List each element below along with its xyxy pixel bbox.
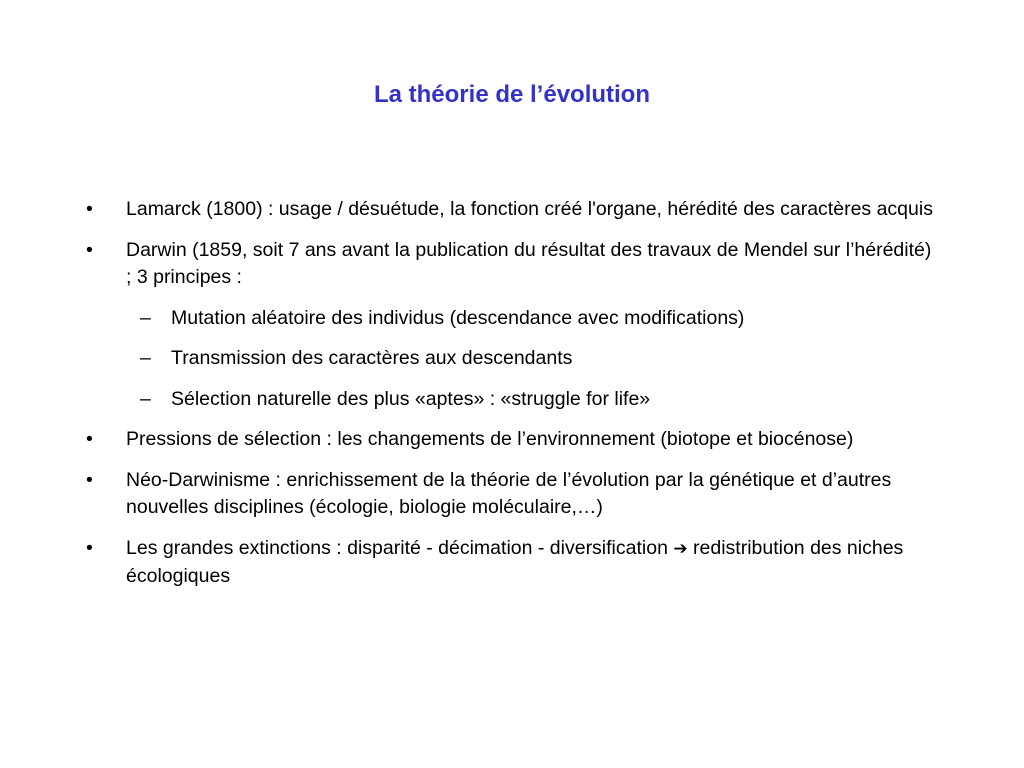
bullet-marker: • [86, 468, 93, 491]
bullet-text-before-arrow: Les grandes extinctions : disparité - décimation - diversification [126, 536, 674, 559]
bullet-text: Néo-Darwinisme : enrichissement de la théorie de l’évolution par la génétique et d’autres nouvelles disciplines (écologie, biologie moléculaire,…) [126, 468, 892, 518]
bullet-item [82, 426, 942, 454]
bullet-item [82, 196, 942, 224]
bullet-item [82, 535, 942, 591]
sub-bullet-text: Transmission des caractères aux descendants [171, 347, 573, 369]
slide-title: La théorie de l’évolution [373, 81, 651, 108]
bullet-text: Darwin (1859, soit 7 ans avant la publication du résultat des travaux de Mendel sur l’hérédité) ; 3 principes : [126, 238, 932, 288]
sub-bullet-item [82, 345, 942, 373]
dash-marker: – [140, 387, 151, 410]
bullet-text: Pressions de sélection : les changements de l’environnement (biotope et biocénose) [126, 428, 854, 450]
bullet-marker: • [86, 238, 93, 261]
bullet-list [82, 196, 942, 604]
dash-marker: – [140, 306, 151, 329]
bullet-marker: • [86, 536, 93, 559]
bullet-text-after-arrow: redistribution des niches écologiques [126, 536, 904, 587]
bullet-item [82, 237, 942, 292]
bullet-marker: • [86, 428, 93, 450]
bullet-marker: • [86, 198, 93, 220]
sub-bullet-text: Mutation aléatoire des individus (descendance avec modifications) [171, 306, 745, 329]
sub-bullet-text: Sélection naturelle des plus «aptes» : «struggle for life» [171, 387, 651, 410]
bullet-item [82, 467, 942, 522]
dash-marker: – [140, 347, 151, 369]
sub-bullet-item [82, 305, 942, 333]
bullet-text: Lamarck (1800) : usage / désuétude, la fonction créé l'organe, hérédité des caractères acquis [126, 198, 933, 220]
right-arrow-icon: ➔ [673, 538, 688, 559]
sub-bullet-item [82, 386, 942, 414]
